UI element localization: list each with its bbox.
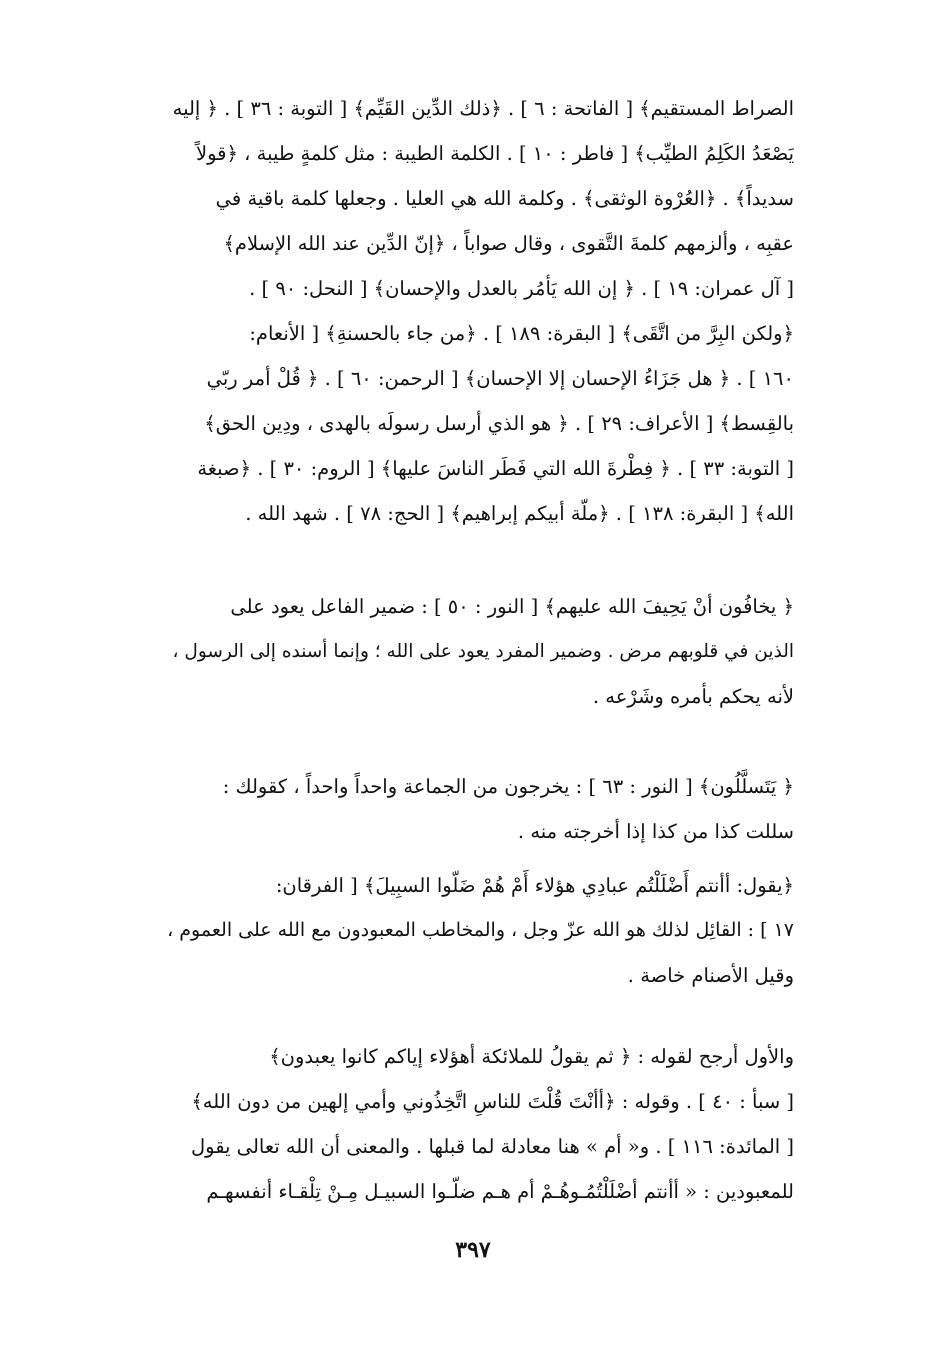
text-line: ١٦٠ ] . ﴿ هل جَزَاءُ الإحسان إلا الإحسان﴾ [ الرحمن: ٦٠ ] . ﴿ قُلْ أمر ربّي <box>206 367 794 390</box>
page-number: ٣٩٧ <box>455 1237 491 1263</box>
text-line: الصراط المستقيم﴾ [ الفاتحة : ٦ ] . ﴿ذلك الدِّين القَيِّم﴾ [ التوبة : ٣٦ ] . ﴿ إليه <box>172 97 794 120</box>
text-line: لأنه يحكم بأمره وشَرْعه . <box>592 685 794 708</box>
text-line: للمعبودين : « أأنتم أضْلَلْتُمُـوهُـمْ أم هـم ضلّـوا السبيـل مِـنْ تِلْقـاء أنفسهـم <box>206 1180 794 1203</box>
text-line: ﴿ يَتَسلَّلُون﴾ [ النور : ٦٣ ] : يخرجون من الجماعة واحداً واحداً ، كقولك : <box>222 775 794 798</box>
text-line: الذين في قلوبهم مرض . وضمير المفرد يعود على الله ؛ وإنما أسنده إلى الرسول ، <box>172 641 794 662</box>
paragraph-an-nur-50 <box>158 584 794 719</box>
text-line: سديداً﴾ . ﴿العُرْوة الوثقى﴾ . وكلمة الله هي العليا . وجعلها كلمة باقية في <box>215 187 794 210</box>
paragraph-quranic-references <box>158 86 794 536</box>
text-line: وقيل الأصنام خاصة . <box>627 964 794 987</box>
text-line: بالقِسط﴾ [ الأعراف: ٢٩ ] . ﴿ هو الذي أرسل رسولَه بالهدى ، ودِين الحق﴾ <box>204 412 794 435</box>
text-line: [ التوبة: ٣٣ ] . ﴿ فِطْرةَ الله التي فَطَر الناسَ عليها﴾ [ الروم: ٣٠ ] . ﴿صبغة <box>197 457 794 480</box>
text-line: ﴿ يخافُون أنْ يَحِيفَ الله عليهم﴾ [ النور : ٥٠ ] : ضمير الفاعل يعود على <box>230 595 794 618</box>
text-line: الله﴾ [ البقرة: ١٣٨ ] . ﴿ملّة أبيكم إبراهيم﴾ [ الحج: ٧٨ ] . شهد الله . <box>245 502 794 525</box>
paragraph-al-furqan-17 <box>158 863 794 998</box>
text-line: والأول أرجح لقوله : ﴿ ثم يقولُ للملائكة أهؤلاء إياكم كانوا يعبدون﴾ <box>269 1045 794 1068</box>
text-line: [ آل عمران: ١٩ ] . ﴿ إن الله يَأمُر بالعدل والإحسان﴾ [ النحل: ٩٠ ] . <box>249 277 794 300</box>
text-line: يَصْعَدُ الكَلِمُ الطيِّب﴾ [ فاطر : ١٠ ] . الكلمة الطيبة : مثل كلمةٍ طيبة ، ﴿قولاً <box>195 142 794 165</box>
text-line: ﴿يقول: أأنتم أَضْلَلْتُم عبادِي هؤلاء أَمْ هُمْ ضَلّوا السبِيلَ﴾ [ الفرقان: <box>275 874 794 897</box>
text-line: عقبِه ، وألزمهم كلمةَ التَّقوى ، وقال صواباً ، ﴿إنّ الدِّين عند الله الإسلام﴾ <box>223 232 794 255</box>
text-line: ﴿ولكن البِرَّ من اتَّقَى﴾ [ البقرة: ١٨٩ ] . ﴿من جاء بالحسنةِ﴾ [ الأنعام: <box>249 322 794 345</box>
text-line: [ المائدة: ١١٦ ] . و« أم » هنا معادلة لما قبلها . والمعنى أن الله تعالى يقول <box>190 1135 794 1158</box>
paragraph-an-nur-63 <box>158 764 794 854</box>
text-line: ١٧ ] : القائِل لذلك هو الله عزّ وجل ، والمخاطب المعبودون مع الله على العموم ، <box>167 919 794 941</box>
paragraph-preferred-view <box>158 1034 794 1214</box>
text-line: [ سبأ : ٤٠ ] . وقوله : ﴿أأنْتَ قُلْتَ للناسِ اتَّخِذُوني وأمي إلهين من دون الله﴾ <box>191 1090 794 1113</box>
text-line: سللت كذا من كذا إذا أخرجته منه . <box>517 820 794 843</box>
